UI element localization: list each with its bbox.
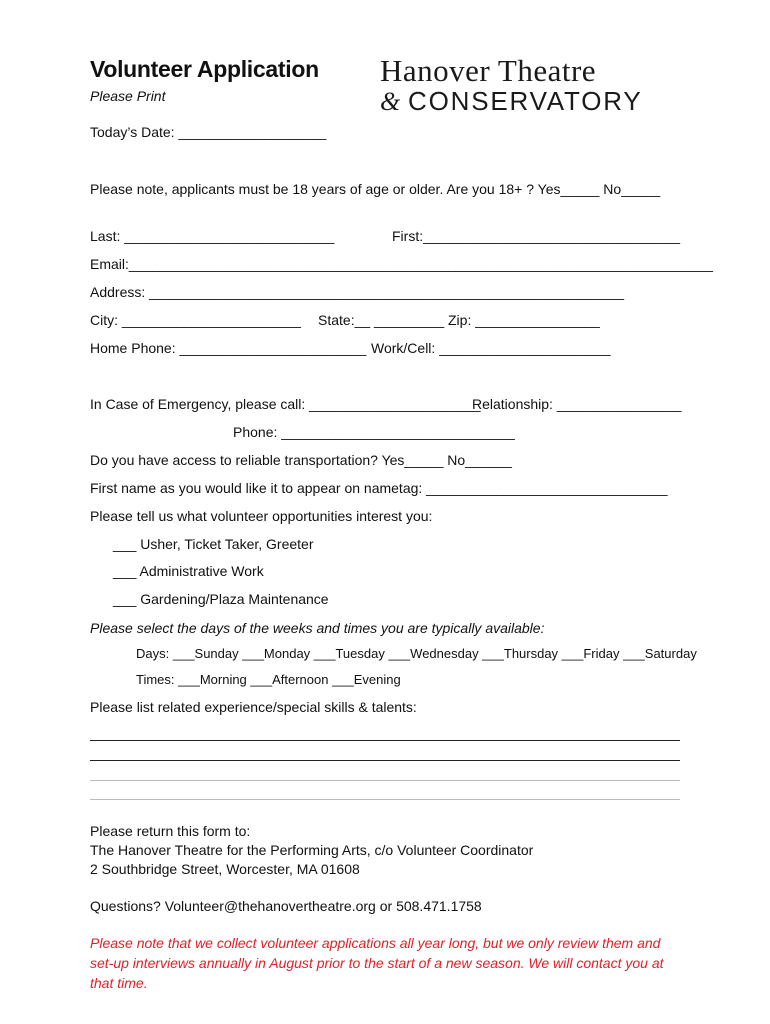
return-label: Please return this form to:	[90, 823, 251, 839]
skills-line[interactable]	[90, 740, 680, 741]
transportation-question[interactable]: Do you have access to reliable transportation? Yes_____ No______	[90, 452, 512, 468]
last-name-field[interactable]: Last: ___________________________	[90, 228, 335, 244]
relationship-field[interactable]: Relationship: ________________	[472, 396, 682, 412]
times-availability[interactable]: Times: ___Morning ___Afternoon ___Evening	[136, 672, 401, 687]
theatre-logo-line1: Hanover Theatre	[380, 53, 597, 88]
theatre-logo-line2: & CONSERVATORY	[380, 86, 643, 116]
interests-label: Please tell us what volunteer opportunities interest you:	[90, 508, 433, 524]
opportunity-option[interactable]: ___ Gardening/Plaza Maintenance	[113, 591, 329, 607]
first-name-field[interactable]: First:_________________________________	[392, 228, 681, 244]
form-subtitle: Please Print	[90, 88, 166, 104]
questions-contact: Questions? Volunteer@thehanovertheatre.org or 508.471.1758	[90, 898, 482, 914]
address-field[interactable]: Address: _____________________________________________________________	[90, 284, 625, 300]
home-phone-field[interactable]: Home Phone: ________________________	[90, 340, 367, 356]
opportunity-option[interactable]: ___ Usher, Ticket Taker, Greeter	[113, 536, 314, 552]
form-title: Volunteer Application	[90, 56, 319, 82]
nametag-field[interactable]: First name as you would like it to appear on nametag: _______________________________	[90, 480, 668, 496]
zip-field[interactable]: Zip: ________________	[448, 312, 600, 328]
state-field[interactable]: State:__ _________	[318, 312, 445, 328]
return-organization: The Hanover Theatre for the Performing Arts, c/o Volunteer Coordinator	[90, 842, 534, 858]
emergency-phone-field[interactable]: Phone: ______________________________	[233, 424, 515, 440]
skills-label: Please list related experience/special skills & talents:	[90, 699, 417, 715]
city-field[interactable]: City: _______________________	[90, 312, 301, 328]
skills-line[interactable]	[90, 780, 680, 781]
review-notice: Please note that we collect volunteer applications all year long, but we only review them and set-up interviews annually in August prior to the start of a new season. We will contact you at that time.	[90, 935, 664, 991]
emergency-contact-field[interactable]: In Case of Emergency, please call: ______________________	[90, 396, 481, 412]
return-address: 2 Southbridge Street, Worcester, MA 01608	[90, 861, 360, 877]
opportunity-option[interactable]: ___ Administrative Work	[113, 563, 264, 579]
days-availability[interactable]: Days: ___Sunday ___Monday ___Tuesday ___Wednesday ___Thursday ___Friday ___Saturday	[136, 646, 697, 661]
skills-line[interactable]	[90, 799, 680, 800]
availability-label: Please select the days of the weeks and times you are typically available:	[90, 620, 545, 636]
age-question[interactable]: Please note, applicants must be 18 years of age or older. Are you 18+ ? Yes_____ No_____	[90, 181, 661, 197]
email-field[interactable]: Email:___________________________________________________________________________	[90, 256, 713, 272]
skills-line[interactable]	[90, 760, 680, 761]
todays-date-field[interactable]: Today’s Date: ___________________	[90, 124, 327, 140]
work-cell-field[interactable]: Work/Cell: ______________________	[371, 340, 611, 356]
